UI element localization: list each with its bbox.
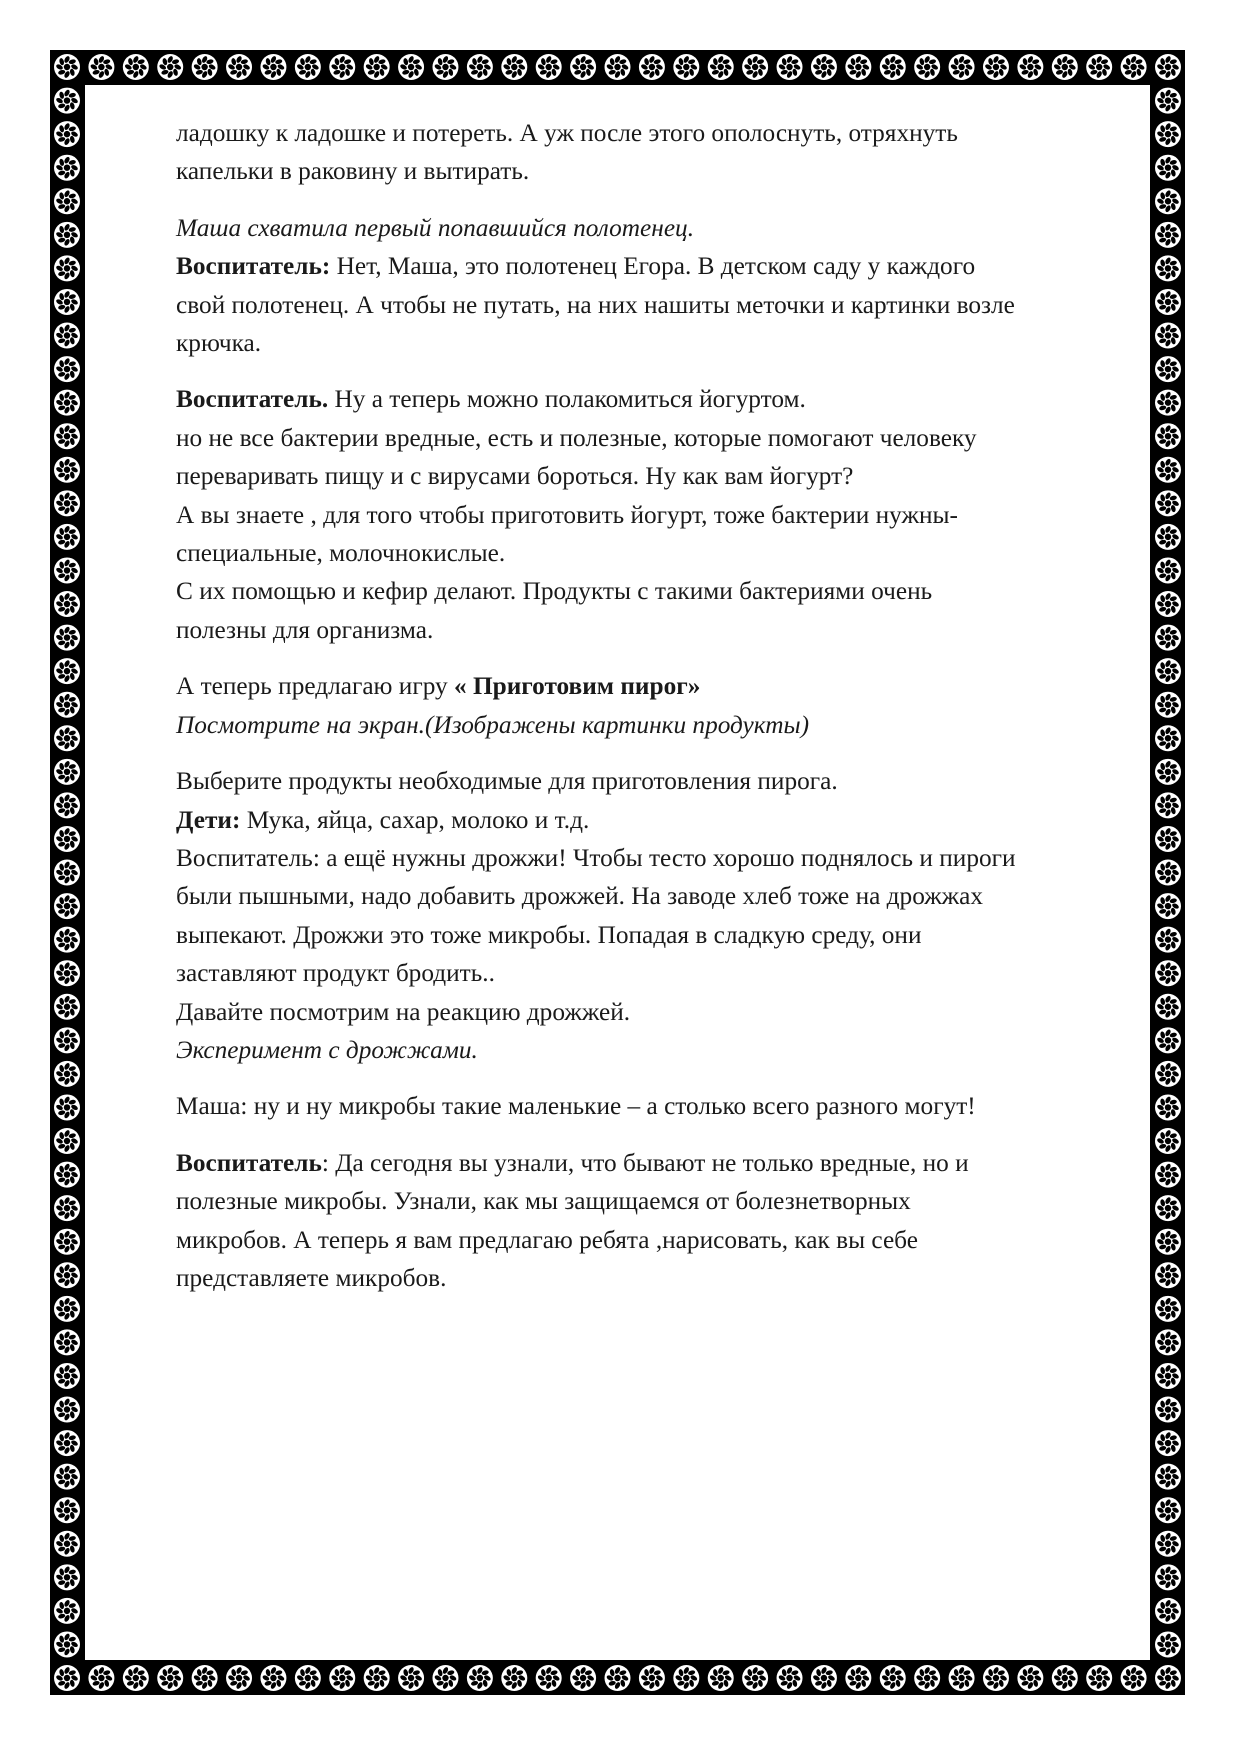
- flower-ornament-icon: [54, 356, 80, 382]
- flower-ornament-icon: [54, 1665, 80, 1691]
- flower-ornament-icon: [1155, 725, 1181, 751]
- flower-ornament-icon: [54, 121, 80, 147]
- flower-ornament-icon: [1155, 1061, 1181, 1087]
- flower-ornament-icon: [54, 658, 80, 684]
- flower-ornament-icon: [1121, 54, 1147, 80]
- flower-ornament-icon: [1155, 1430, 1181, 1456]
- flower-ornament-icon: [1155, 625, 1181, 651]
- flower-ornament-icon: [1155, 1296, 1181, 1322]
- flower-ornament-icon: [1155, 557, 1181, 583]
- flower-ornament-icon: [54, 323, 80, 349]
- flower-ornament-icon: [1155, 1531, 1181, 1557]
- flower-ornament-icon: [1155, 692, 1181, 718]
- game-title: « Приготовим пирог»: [453, 672, 701, 701]
- flower-ornament-icon: [398, 54, 424, 80]
- flower-ornament-icon: [54, 222, 80, 248]
- flower-ornament-icon: [1155, 860, 1181, 886]
- flower-ornament-icon: [742, 1665, 768, 1691]
- flower-ornament-icon: [54, 860, 80, 886]
- flower-ornament-icon: [192, 54, 218, 80]
- flower-ornament-icon: [673, 1665, 699, 1691]
- flower-ornament-icon: [1155, 1598, 1181, 1624]
- flower-ornament-icon: [1155, 1564, 1181, 1590]
- flower-ornament-icon: [329, 54, 355, 80]
- flower-ornament-icon: [1155, 960, 1181, 986]
- flower-ornament-icon: [54, 893, 80, 919]
- flower-ornament-icon: [192, 1665, 218, 1691]
- flower-ornament-icon: [1155, 356, 1181, 382]
- flower-ornament-icon: [1155, 155, 1181, 181]
- flower-ornament-icon: [54, 88, 80, 114]
- flower-ornament-icon: [398, 1665, 424, 1691]
- paragraph-7: Воспитатель: Да сегодня вы узнали, что бывают не только вредные, но и полезные микробы. Узнали, как мы защищаемся от болезнетворных микробов. А теперь я вам предлагаю ребята ,нарисовать, как вы себе представляете микробов.: [176, 1148, 969, 1292]
- flower-ornament-icon: [605, 1665, 631, 1691]
- flower-ornament-icon: [1155, 994, 1181, 1020]
- flower-ornament-icon: [811, 1665, 837, 1691]
- flower-ornament-icon: [54, 1598, 80, 1624]
- flower-ornament-icon: [54, 1531, 80, 1557]
- flower-ornament-icon: [1155, 658, 1181, 684]
- flower-ornament-icon: [1155, 1497, 1181, 1523]
- flower-ornament-icon: [54, 1564, 80, 1590]
- flower-ornament-icon: [1155, 222, 1181, 248]
- flower-ornament-icon: [536, 54, 562, 80]
- flower-ornament-icon: [570, 54, 596, 80]
- paragraph-2: Маша схватила первый попавшийся полотенец. Воспитатель: Нет, Маша, это полотенец Егора. В детском саду у каждого свой полотенец. А чтобы не путать, на них нашиты меточки и картинки возле крючка.: [176, 213, 1015, 358]
- flower-ornament-icon: [54, 1128, 80, 1154]
- flower-ornament-icon: [54, 1162, 80, 1188]
- flower-ornament-icon: [708, 54, 734, 80]
- flower-ornament-icon: [467, 1665, 493, 1691]
- flower-ornament-icon: [1155, 524, 1181, 550]
- flower-ornament-icon: [1121, 1665, 1147, 1691]
- flower-ornament-icon: [1155, 323, 1181, 349]
- speaker-label: Воспитатель:: [176, 252, 331, 281]
- paragraph-1: ладошку к ладошке и потереть. А уж после этого ополоснуть, отряхнуть капельки в раковину и вытирать.: [176, 119, 958, 186]
- flower-ornament-icon: [54, 423, 80, 449]
- flower-ornament-icon: [1155, 1363, 1181, 1389]
- flower-ornament-icon: [54, 289, 80, 315]
- flower-ornament-icon: [777, 1665, 803, 1691]
- document-body: [176, 114, 1156, 1297]
- stage-direction: Маша схватила первый попавшийся полотенец.: [176, 213, 695, 242]
- flower-ornament-icon: [123, 54, 149, 80]
- flower-ornament-icon: [742, 54, 768, 80]
- stage-direction: Эксперимент с дрожжами.: [176, 1035, 478, 1064]
- flower-ornament-icon: [1155, 121, 1181, 147]
- flower-ornament-icon: [1155, 457, 1181, 483]
- flower-ornament-icon: [1155, 1329, 1181, 1355]
- flower-ornament-icon: [1155, 423, 1181, 449]
- flower-ornament-icon: [1017, 54, 1043, 80]
- flower-ornament-icon: [54, 155, 80, 181]
- flower-ornament-icon: [1155, 390, 1181, 416]
- flower-ornament-icon: [54, 1430, 80, 1456]
- flower-ornament-icon: [54, 591, 80, 617]
- flower-ornament-icon: [1155, 490, 1181, 516]
- flower-ornament-icon: [54, 1329, 80, 1355]
- flower-ornament-icon: [260, 54, 286, 80]
- flower-ornament-icon: [983, 54, 1009, 80]
- flower-ornament-icon: [54, 1397, 80, 1423]
- speaker-label: Воспитатель.: [176, 385, 329, 414]
- flower-ornament-icon: [54, 792, 80, 818]
- speaker-label: Дети:: [176, 805, 241, 834]
- flower-ornament-icon: [54, 54, 80, 80]
- flower-ornament-icon: [54, 1296, 80, 1322]
- flower-ornament-icon: [1155, 1094, 1181, 1120]
- flower-ornament-icon: [54, 994, 80, 1020]
- flower-ornament-icon: [54, 457, 80, 483]
- flower-ornament-icon: [1017, 1665, 1043, 1691]
- flower-ornament-icon: [1155, 88, 1181, 114]
- flower-ornament-icon: [54, 759, 80, 785]
- flower-ornament-icon: [88, 54, 114, 80]
- flower-ornament-icon: [1155, 188, 1181, 214]
- flower-ornament-icon: [54, 692, 80, 718]
- flower-ornament-icon: [1155, 1397, 1181, 1423]
- flower-ornament-icon: [639, 54, 665, 80]
- paragraph-3: Воспитатель. Ну а теперь можно полакомиться йогуртом. но не все бактерии вредные, есть и полезные, которые помогают человеку переваривать пищу и с вирусами бороться. Ну как вам йогурт? А вы знаете , для того чтобы приготовить йогурт, тоже бактерии нужны- специальные, молочнокислые. С их помощью и кефир делают. Продукты с такими бактериями очень полезны для организма.: [176, 385, 977, 644]
- flower-ornament-icon: [157, 1665, 183, 1691]
- flower-ornament-icon: [673, 54, 699, 80]
- flower-ornament-icon: [226, 54, 252, 80]
- flower-ornament-icon: [54, 1363, 80, 1389]
- flower-ornament-icon: [845, 54, 871, 80]
- flower-ornament-icon: [880, 54, 906, 80]
- flower-ornament-icon: [54, 1195, 80, 1221]
- flower-ornament-icon: [157, 54, 183, 80]
- flower-ornament-icon: [88, 1665, 114, 1691]
- speaker-label: Воспитатель: [176, 1148, 322, 1177]
- flower-ornament-icon: [1052, 54, 1078, 80]
- flower-ornament-icon: [708, 1665, 734, 1691]
- flower-ornament-icon: [1155, 1464, 1181, 1490]
- flower-ornament-icon: [54, 725, 80, 751]
- flower-ornament-icon: [1155, 1162, 1181, 1188]
- flower-ornament-icon: [1052, 1665, 1078, 1691]
- flower-ornament-icon: [54, 188, 80, 214]
- paragraph-6: Маша: ну и ну микробы такие маленькие – а столько всего разного могут!: [176, 1092, 976, 1121]
- flower-ornament-icon: [467, 54, 493, 80]
- flower-ornament-icon: [1155, 255, 1181, 281]
- flower-ornament-icon: [914, 1665, 940, 1691]
- flower-ornament-icon: [1155, 1195, 1181, 1221]
- flower-ornament-icon: [1155, 1027, 1181, 1053]
- flower-ornament-icon: [1155, 826, 1181, 852]
- flower-ornament-icon: [123, 1665, 149, 1691]
- flower-ornament-icon: [1155, 1262, 1181, 1288]
- flower-ornament-icon: [570, 1665, 596, 1691]
- paragraph-5: Выберите продукты необходимые для приготовления пирога. Дети: Мука, яйца, сахар, молоко и т.д. Воспитатель: а ещё нужны дрожжи! Чтобы тесто хорошо поднялось и пироги были пышными, надо добавить дрожжей. На заводе хлеб тоже на дрожжах выпекают. Дрожжи это тоже микробы. Попадая в сладкую среду, они заставляют продукт бродить.. Давайте посмотрим на реакцию дрожжей. Эксперимент с дрожжами.: [176, 767, 1016, 1064]
- flower-ornament-icon: [880, 1665, 906, 1691]
- flower-ornament-icon: [1155, 1229, 1181, 1255]
- flower-ornament-icon: [260, 1665, 286, 1691]
- flower-ornament-icon: [605, 54, 631, 80]
- flower-ornament-icon: [1086, 1665, 1112, 1691]
- flower-ornament-icon: [1155, 893, 1181, 919]
- flower-ornament-icon: [501, 1665, 527, 1691]
- stage-direction: Посмотрите на экран.(Изображены картинки продукты): [176, 710, 810, 739]
- flower-ornament-icon: [54, 960, 80, 986]
- flower-ornament-icon: [1086, 54, 1112, 80]
- flower-ornament-icon: [54, 1262, 80, 1288]
- flower-ornament-icon: [1155, 591, 1181, 617]
- flower-ornament-icon: [54, 1094, 80, 1120]
- flower-ornament-icon: [1155, 289, 1181, 315]
- flower-ornament-icon: [54, 1464, 80, 1490]
- flower-ornament-icon: [54, 1497, 80, 1523]
- flower-ornament-icon: [329, 1665, 355, 1691]
- flower-ornament-icon: [54, 390, 80, 416]
- flower-ornament-icon: [1155, 1128, 1181, 1154]
- flower-ornament-icon: [639, 1665, 665, 1691]
- flower-ornament-icon: [54, 1061, 80, 1087]
- flower-ornament-icon: [811, 54, 837, 80]
- flower-ornament-icon: [501, 54, 527, 80]
- flower-ornament-icon: [54, 927, 80, 953]
- flower-ornament-icon: [54, 557, 80, 583]
- flower-ornament-icon: [845, 1665, 871, 1691]
- flower-ornament-icon: [432, 1665, 458, 1691]
- flower-ornament-icon: [54, 1229, 80, 1255]
- flower-ornament-icon: [1155, 759, 1181, 785]
- flower-ornament-icon: [54, 1027, 80, 1053]
- flower-ornament-icon: [1155, 1665, 1181, 1691]
- flower-ornament-icon: [364, 1665, 390, 1691]
- flower-ornament-icon: [295, 1665, 321, 1691]
- flower-ornament-icon: [54, 625, 80, 651]
- flower-ornament-icon: [54, 826, 80, 852]
- flower-ornament-icon: [54, 490, 80, 516]
- flower-ornament-icon: [226, 1665, 252, 1691]
- paragraph-4: А теперь предлагаю игру « Приготовим пирог» Посмотрите на экран.(Изображены картинки продукты): [176, 672, 810, 739]
- flower-ornament-icon: [983, 1665, 1009, 1691]
- flower-ornament-icon: [54, 1631, 80, 1657]
- flower-ornament-icon: [432, 54, 458, 80]
- flower-ornament-icon: [54, 524, 80, 550]
- flower-ornament-icon: [914, 54, 940, 80]
- flower-ornament-icon: [364, 54, 390, 80]
- flower-ornament-icon: [1155, 792, 1181, 818]
- flower-ornament-icon: [949, 54, 975, 80]
- flower-ornament-icon: [949, 1665, 975, 1691]
- flower-ornament-icon: [1155, 54, 1181, 80]
- flower-ornament-icon: [1155, 927, 1181, 953]
- flower-ornament-icon: [536, 1665, 562, 1691]
- flower-ornament-icon: [54, 255, 80, 281]
- flower-ornament-icon: [777, 54, 803, 80]
- flower-ornament-icon: [295, 54, 321, 80]
- flower-ornament-icon: [1155, 1631, 1181, 1657]
